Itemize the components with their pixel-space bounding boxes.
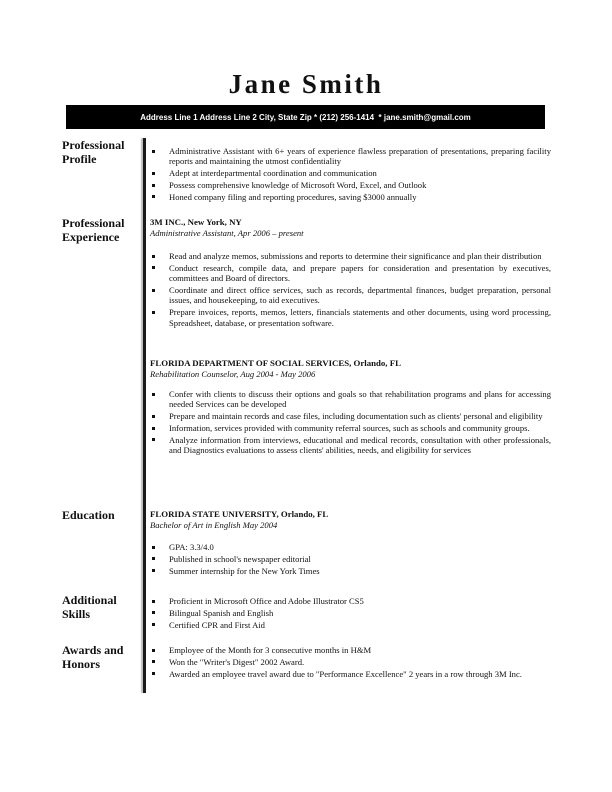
list-item: Confer with clients to discuss their options and goals so that rehabilitation programs and plans for accessing needed Services can be developed xyxy=(150,389,551,410)
list-item: Adept at interdepartmental coordination and communication xyxy=(150,168,551,178)
job-entry xyxy=(150,217,551,328)
section-experience xyxy=(150,217,551,329)
list-item: Honed company filing and reporting procedures, saving $3000 annually xyxy=(150,192,551,202)
job-bullet-list xyxy=(150,251,551,328)
list-item: Awarded an employee travel award due to "Performance Excellence" 2 years in a row through 3M Inc. xyxy=(150,669,551,679)
list-item: Won the "Writer's Digest" 2002 Award. xyxy=(150,657,551,667)
candidate-name: Jane Smith xyxy=(228,69,384,99)
label-line: Professional xyxy=(62,216,125,230)
list-item: Employee of the Month for 3 consecutive months in H&M xyxy=(150,645,551,655)
section-label-experience xyxy=(62,217,124,244)
job-entry xyxy=(150,358,551,456)
list-item: Published in school's newspaper editorial xyxy=(150,554,551,564)
list-item: Conduct research, compile data, and prepare papers for consideration and presentation by executives, committees and Board of directors. xyxy=(150,263,551,284)
list-item: GPA: 3.3/4.0 xyxy=(150,542,551,552)
section-label-awards xyxy=(62,644,123,671)
list-item: Information, services provided with community referral sources, such as schools and community groups. xyxy=(150,423,551,433)
list-item: Possess comprehensive knowledge of Microsoft Word, Excel, and Outlook xyxy=(150,180,551,190)
education-bullet-list xyxy=(150,542,551,576)
label-line: Awards and xyxy=(62,643,124,657)
profile-bullet-list xyxy=(150,146,551,202)
list-item: Summer internship for the New York Times xyxy=(150,566,551,576)
list-item: Prepare invoices, reports, memos, letters, financials statements and other documents, using word processing, Spreadsheet, database, or presentation software. xyxy=(150,307,551,328)
label-line: Additional xyxy=(62,593,117,607)
awards-bullet-list xyxy=(150,645,551,679)
section-skills xyxy=(150,596,551,632)
section-label-education xyxy=(62,509,115,523)
label-line: Profile xyxy=(62,151,97,166)
list-item: Administrative Assistant with 6+ years of experience flawless preparation of presentations, preparing facility reports and maintaining the utmost confidentiality xyxy=(150,146,551,167)
skills-bullet-list xyxy=(150,596,551,630)
degree: Bachelor of Art in English May 2004 xyxy=(150,520,278,530)
section-awards xyxy=(150,645,551,681)
list-item: Certified CPR and First Aid xyxy=(150,620,551,630)
label-line: Experience xyxy=(62,229,120,244)
list-item: Coordinate and direct office services, such as records, departmental finances, budget preparation, personal issues, and housekeeping, to aid executives. xyxy=(150,285,551,306)
contact-bar: Address Line 1 Address Line 2 City, State Zip * (212) 256-1414 * jane.smith@gmail.com xyxy=(66,105,545,129)
section-label-skills xyxy=(62,594,117,621)
vertical-divider xyxy=(143,138,146,693)
employer-name: 3M INC., New York, NY xyxy=(150,217,242,227)
list-item: Bilingual Spanish and English xyxy=(150,608,551,618)
label-line: Professional xyxy=(62,138,125,152)
list-item: Prepare and maintain records and case files, including documentation such as clients' personal and eligibility xyxy=(150,411,551,421)
label-line: Honors xyxy=(62,656,101,671)
job-role: Administrative Assistant, Apr 2006 – present xyxy=(150,228,304,238)
employer-name: FLORIDA DEPARTMENT OF SOCIAL SERVICES, Orlando, FL xyxy=(150,358,401,368)
job-bullet-list xyxy=(150,389,551,456)
label-line: Education xyxy=(62,508,115,522)
label-line: Skills xyxy=(62,606,91,621)
list-item: Proficient in Microsoft Office and Adobe Illustrator CS5 xyxy=(150,596,551,606)
school-name: FLORIDA STATE UNIVERSITY, Orlando, FL xyxy=(150,509,329,519)
section-experience-job2 xyxy=(150,358,551,457)
section-profile xyxy=(150,146,551,204)
job-role: Rehabilitation Counselor, Aug 2004 - May 2006 xyxy=(150,369,316,379)
section-label-profile xyxy=(62,139,124,166)
list-item: Read and analyze memos, submissions and reports to determine their significance and plan their distribution xyxy=(150,251,551,261)
list-item: Analyze information from interviews, educational and medical records, consultation with other professionals, and Diagnostics evaluations to assess clients' abilities, needs, and eligibility for services xyxy=(150,435,551,456)
section-education xyxy=(150,509,551,578)
